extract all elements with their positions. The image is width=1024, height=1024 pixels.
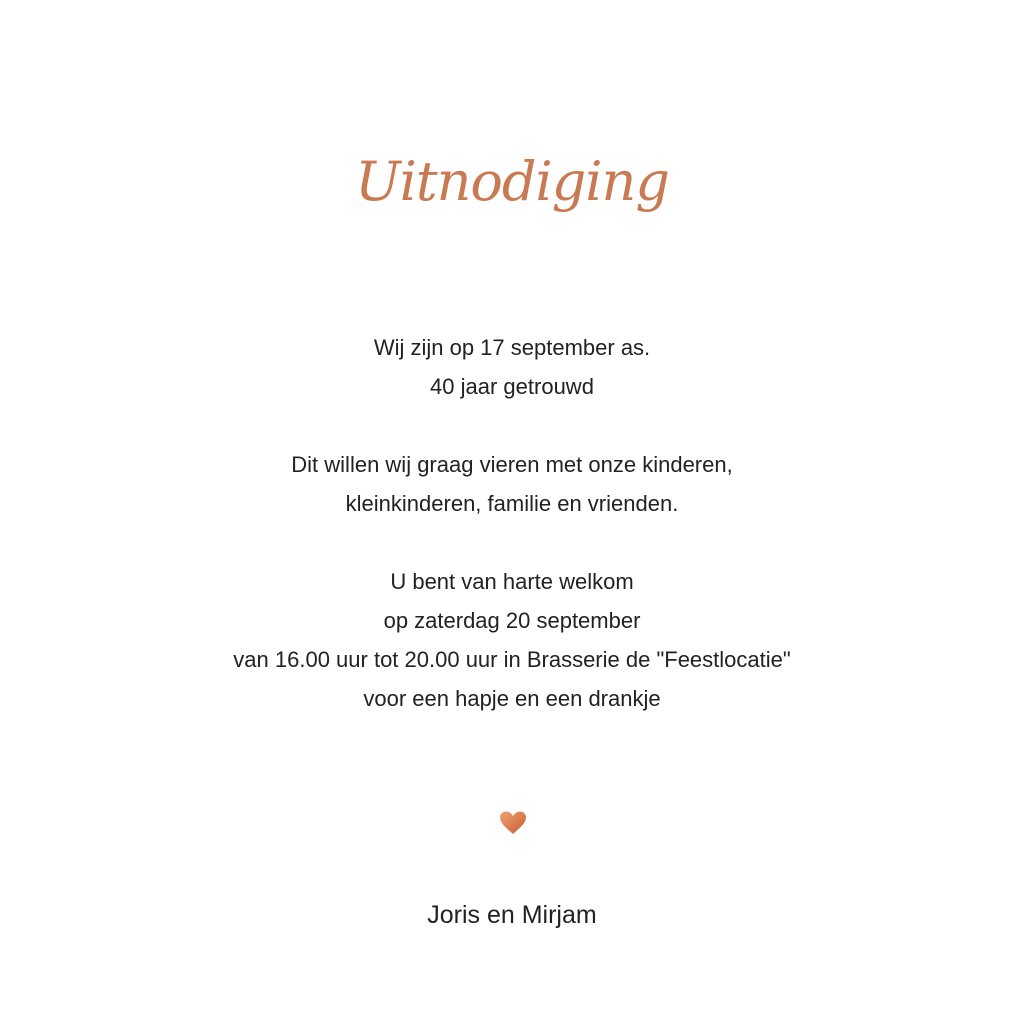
text-line: Dit willen wij graag vieren met onze kinderen, <box>291 452 733 477</box>
paragraph-anniversary <box>0 328 1024 406</box>
text-line: 40 jaar getrouwd <box>430 374 594 399</box>
heart-icon <box>499 810 527 836</box>
paragraph-celebration <box>0 445 1024 523</box>
invitation-title: Uitnodiging <box>355 150 669 213</box>
text-line: van 16.00 uur tot 20.00 uur in Brasserie de "Feestlocatie" <box>233 647 791 672</box>
paragraph-event-details <box>0 562 1024 718</box>
text-line: U bent van harte welkom <box>390 569 634 594</box>
text-line: Wij zijn op 17 september as. <box>373 335 651 360</box>
text-line: kleinkinderen, familie en vrienden. <box>345 491 679 516</box>
text-line: voor een hapje en een drankje <box>363 686 661 711</box>
signature: Joris en Mirjam <box>427 901 597 929</box>
text-line: op zaterdag 20 september <box>383 608 641 633</box>
